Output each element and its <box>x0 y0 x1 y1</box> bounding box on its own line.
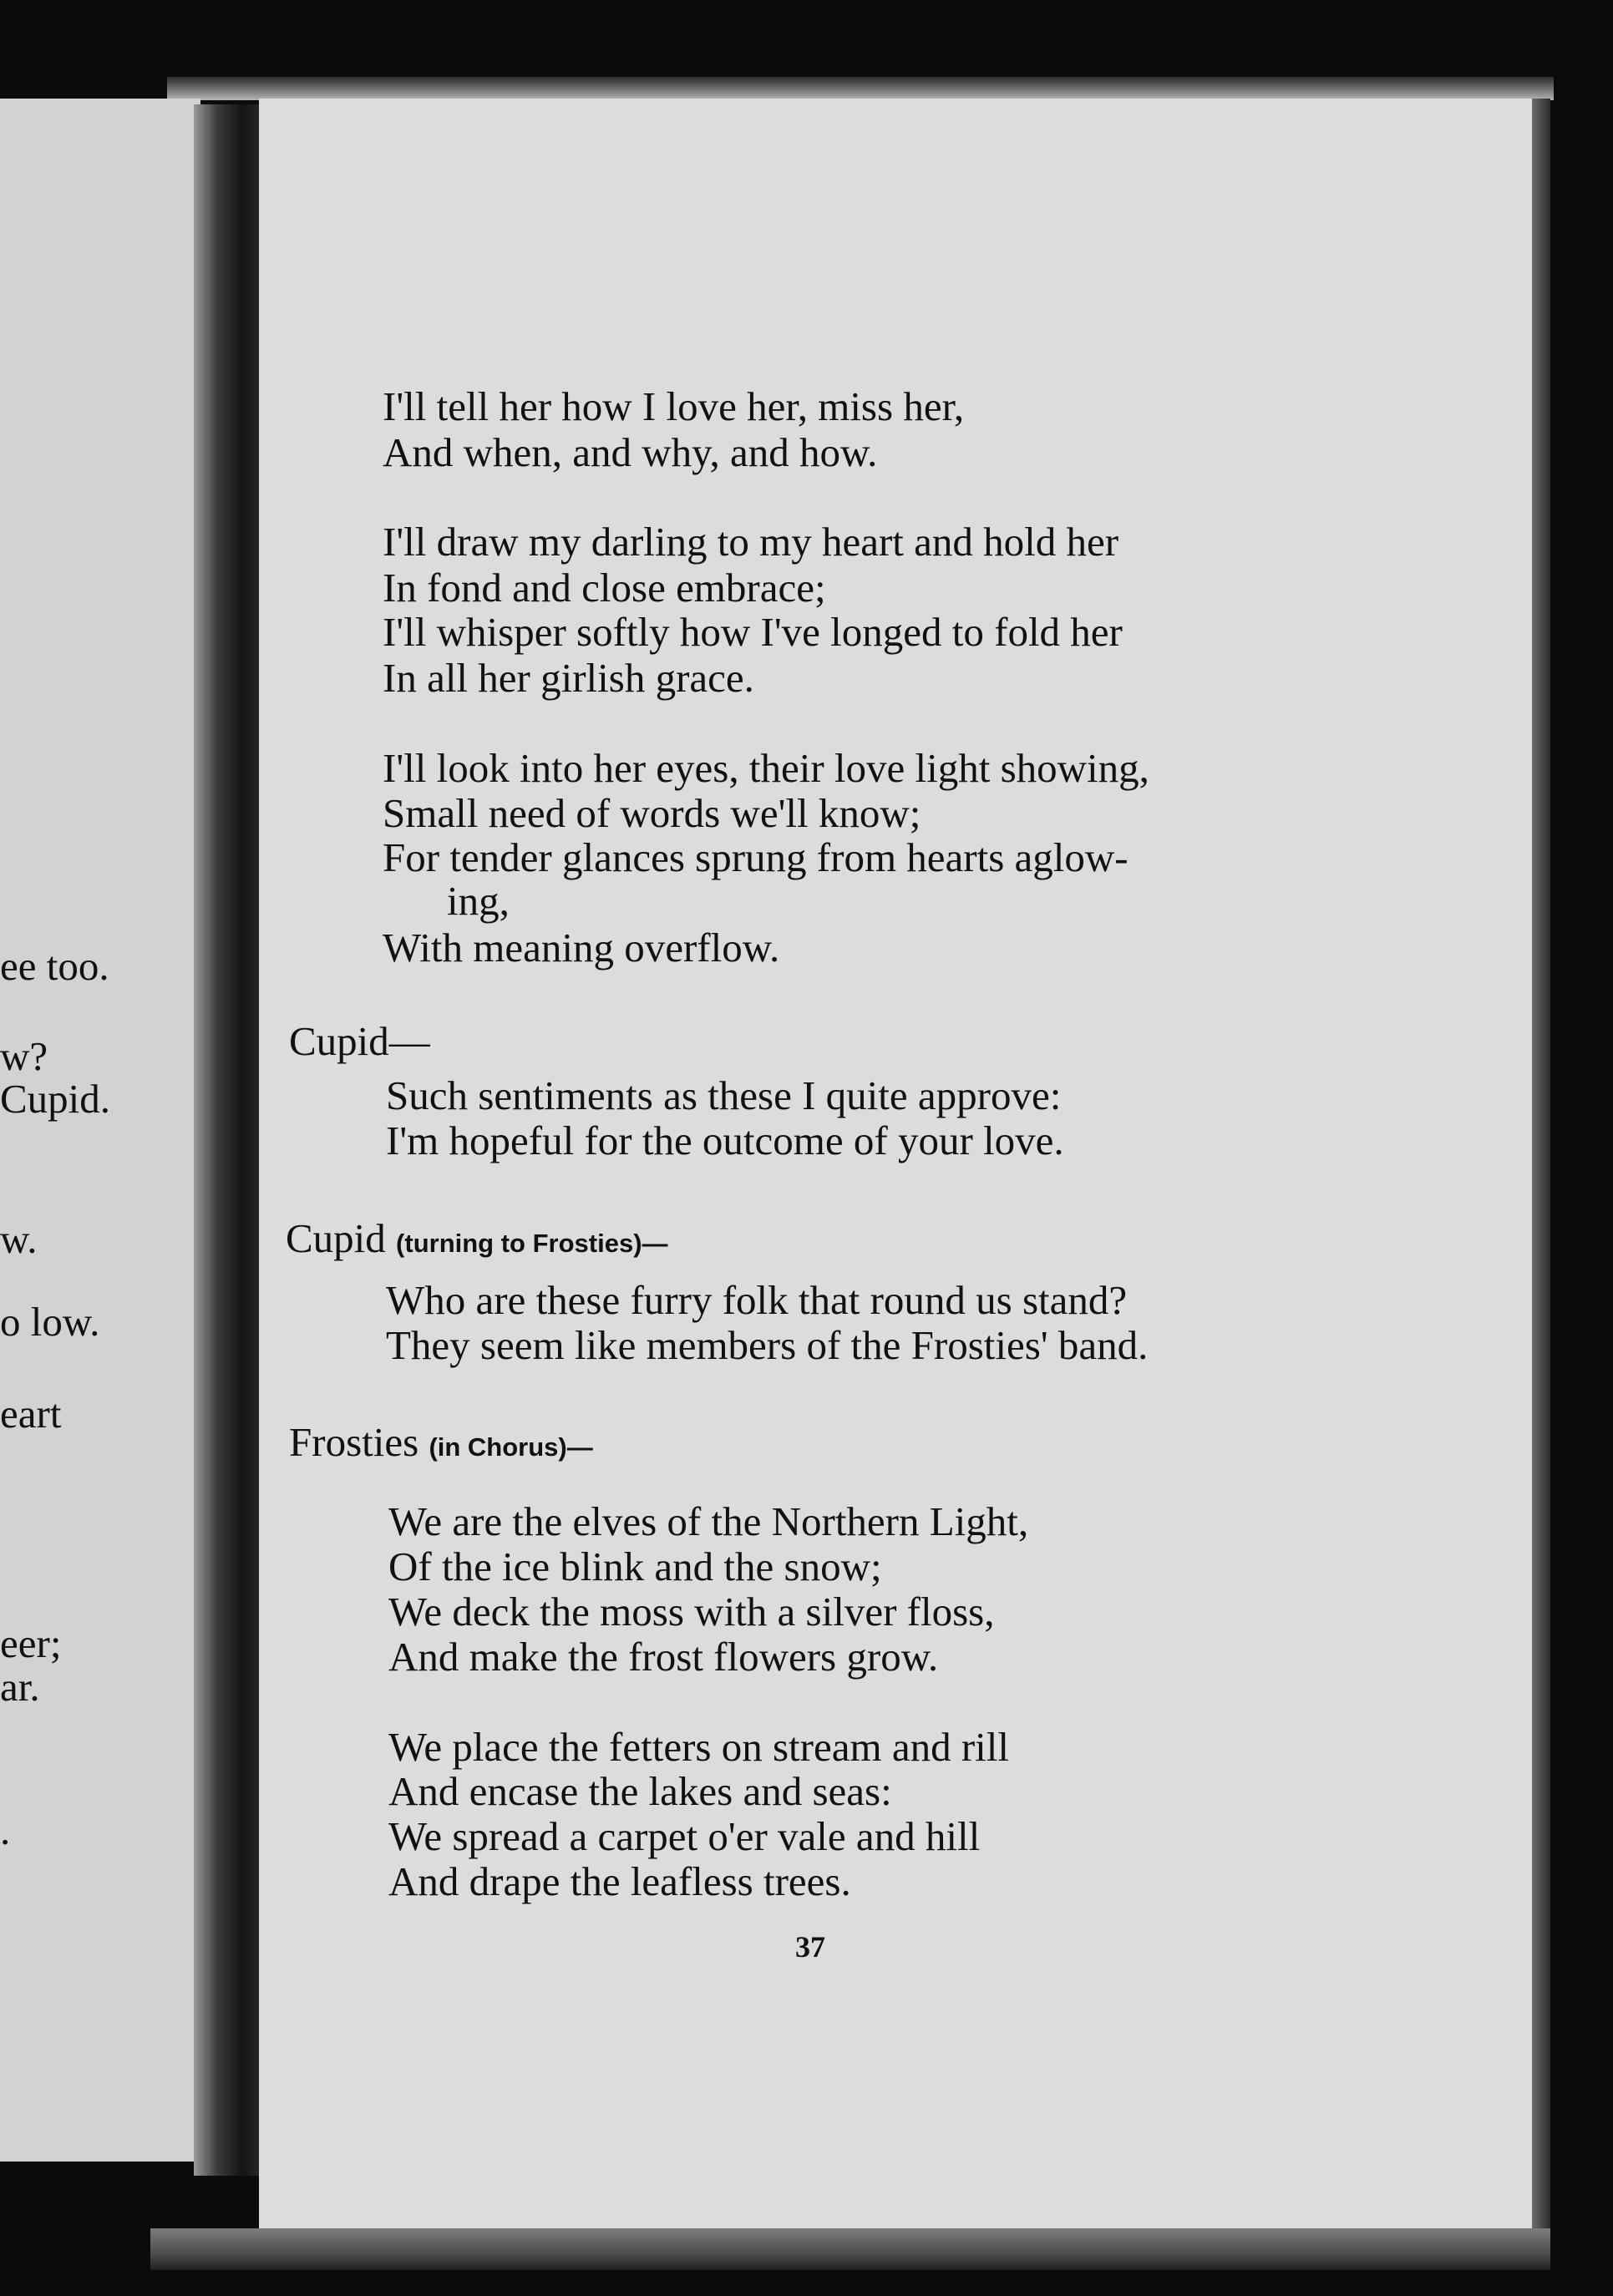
poem-line: I'll look into her eyes, their love light showing, <box>383 745 1149 791</box>
chorus-line: We deck the moss with a silver floss, <box>388 1589 995 1635</box>
chorus-line: And encase the lakes and seas: <box>388 1768 892 1814</box>
left-fragment: eart <box>0 1391 62 1437</box>
poem-line: In all her girlish grace. <box>383 655 754 701</box>
book-gutter <box>194 104 262 2176</box>
poem-line: With meaning overflow. <box>383 925 780 971</box>
chorus-line: And make the frost flowers grow. <box>388 1634 939 1680</box>
dialogue-line: Who are these furry folk that round us stand? <box>386 1277 1128 1323</box>
page-number: 37 <box>795 1930 825 1964</box>
chorus-line: And drape the leafless trees. <box>388 1858 851 1904</box>
poem-line: And when, and why, and how. <box>383 429 878 475</box>
stage-direction: (in Chorus)— <box>429 1432 593 1462</box>
dialogue-line: They seem like members of the Frosties' band. <box>386 1322 1149 1368</box>
chorus-line: Of the ice blink and the snow; <box>388 1543 882 1589</box>
left-facing-page <box>0 99 200 2162</box>
page-right-edge <box>1532 99 1550 2245</box>
left-fragment: . <box>0 1807 11 1853</box>
left-fragment: w. <box>0 1216 38 1262</box>
left-fragment: w? <box>0 1033 48 1079</box>
dialogue-line: Such sentiments as these I quite approve: <box>386 1072 1062 1118</box>
speaker-cupid: Cupid— <box>289 1018 430 1064</box>
poem-line: I'll draw my darling to my heart and hold her <box>383 519 1119 565</box>
chorus-line: We are the elves of the Northern Light, <box>388 1498 1029 1544</box>
speaker-name: Frosties <box>289 1419 419 1465</box>
chorus-line: We place the fetters on stream and rill <box>388 1724 1009 1770</box>
left-fragment: o low. <box>0 1299 100 1345</box>
speaker-name: Cupid <box>286 1215 386 1261</box>
left-fragment: Cupid. <box>0 1076 111 1122</box>
page-top-edge <box>167 77 1554 100</box>
poem-line: ing, <box>447 878 510 924</box>
speaker-frosties-heading <box>289 1420 593 1470</box>
speaker-cupid-heading <box>286 1216 668 1266</box>
chorus-line: We spread a carpet o'er vale and hill <box>388 1813 981 1859</box>
left-fragment: eer; <box>0 1620 62 1666</box>
poem-line: In fond and close embrace; <box>383 565 826 611</box>
poem-line: I'll whisper softly how I've longed to fold her <box>383 609 1123 655</box>
stage-direction: (turning to Frosties)— <box>396 1229 668 1258</box>
poem-line: I'll tell her how I love her, miss her, <box>383 383 965 429</box>
dialogue-line: I'm hopeful for the outcome of your love. <box>386 1118 1064 1163</box>
poem-line: Small need of words we'll know; <box>383 790 921 836</box>
left-fragment: ee too. <box>0 943 109 989</box>
poem-line: For tender glances sprung from hearts aglow- <box>383 834 1129 880</box>
page-bottom-edge <box>150 2228 1550 2270</box>
left-fragment: ar. <box>0 1664 40 1710</box>
